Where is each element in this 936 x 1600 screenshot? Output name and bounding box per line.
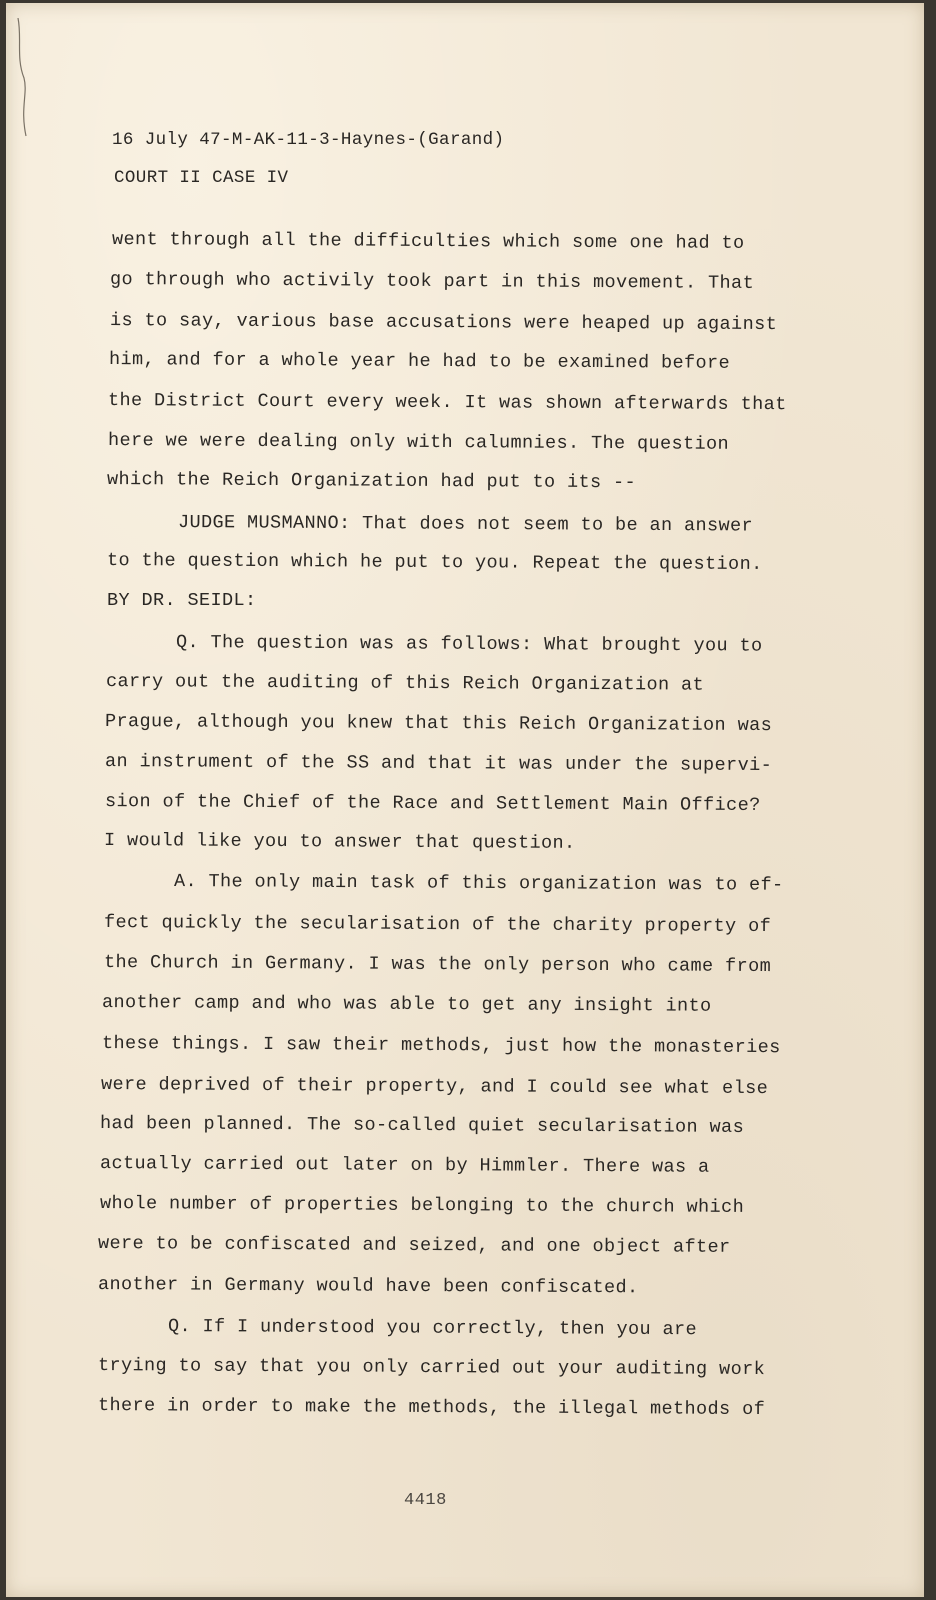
text-line: Prague, although you knew that this Reich Organization was: [104, 711, 773, 737]
text-line: were deprived of their property, and I could see what else: [100, 1074, 769, 1100]
text-line: JUDGE MUSMANNO: That does not seem to be an answer: [177, 512, 754, 537]
text-line: there in order to make the methods, the illegal methods of: [97, 1395, 766, 1421]
text-line: trying to say that you only carried out your auditing work: [97, 1355, 766, 1381]
text-line: is to say, various base accusations were heaped up against: [109, 310, 778, 336]
text-line: BY DR. SEIDL:: [107, 590, 257, 611]
text-line: which the Reich Organization had put to its --: [106, 469, 637, 494]
text-line: these things. I saw their methods, just how the monasteries: [101, 1033, 781, 1059]
text-line: the District Court every week. It was shown afterwards that: [107, 390, 787, 416]
text-line: Q. If I understood you correctly, then you are: [167, 1316, 698, 1341]
text-line: another in Germany would have been confiscated.: [97, 1274, 639, 1299]
text-line: to the question which he put to you. Repeat the question.: [106, 550, 763, 576]
header-line-2: COURT II CASE IV: [114, 168, 289, 188]
text-line: carry out the auditing of this Reich Organization at: [105, 671, 705, 696]
document-page: [6, 3, 924, 1597]
text-line: here we were dealing only with calumnies. The question: [107, 430, 730, 455]
text-line: I would like you to answer that question.: [103, 830, 576, 854]
text-line: him, and for a whole year he had to be examined before: [108, 349, 731, 374]
text-line: the Church in Germany. I was the only person who came from: [103, 952, 772, 978]
text-line: go through who activily took part in this movement. That: [109, 269, 755, 294]
text-line: whole number of properties belonging to the church which: [99, 1193, 745, 1218]
text-line: had been planned. The so-called quiet secularisation was: [99, 1113, 745, 1138]
text-line: another camp and who was able to get any insight into: [101, 992, 712, 1017]
text-line: an instrument of the SS and that it was under the supervi-: [104, 751, 773, 777]
text-line: Q. The question was as follows: What brought you to: [175, 632, 763, 657]
header-line-1: 16 July 47-M-AK-11-3-Haynes-(Garand): [112, 130, 505, 150]
page-number: 4418: [404, 1491, 447, 1510]
paper-edge-mark: [14, 18, 32, 138]
text-line: went through all the difficulties which some one had to: [111, 229, 745, 254]
text-line: sion of the Chief of the Race and Settlement Main Office?: [104, 791, 761, 817]
text-line: were to be confiscated and seized, and one object after: [97, 1233, 731, 1258]
text-line: fect quickly the secularisation of the charity property of: [103, 912, 772, 938]
text-line: A. The only main task of this organization was to ef-: [173, 871, 784, 896]
text-line: actually carried out later on by Himmler. There was a: [99, 1153, 710, 1178]
